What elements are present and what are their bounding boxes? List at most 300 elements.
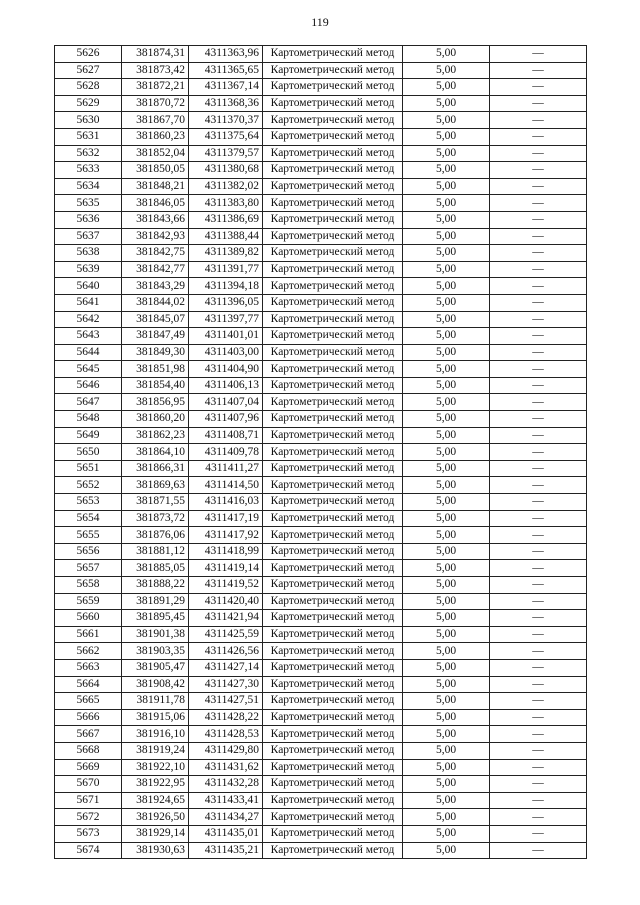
method-cell: Картометрический метод [263,527,403,544]
table-row [55,344,587,361]
x-coordinate-cell: 381870,72 [122,95,189,112]
method-cell: Картометрический метод [263,178,403,195]
accuracy-cell: 5,00 [403,394,490,411]
method-cell: Картометрический метод [263,792,403,809]
description-cell: — [490,46,587,63]
point-number-cell: 5632 [55,145,122,162]
description-cell: — [490,411,587,428]
description-cell: — [490,79,587,96]
y-coordinate-cell: 4311368,36 [189,95,263,112]
method-cell: Картометрический метод [263,577,403,594]
point-number-cell: 5659 [55,593,122,610]
x-coordinate-cell: 381842,77 [122,261,189,278]
y-coordinate-cell: 4311429,80 [189,742,263,759]
description-cell: — [490,328,587,345]
method-cell: Картометрический метод [263,510,403,527]
accuracy-cell: 5,00 [403,742,490,759]
x-coordinate-cell: 381908,42 [122,676,189,693]
y-coordinate-cell: 4311431,62 [189,759,263,776]
point-number-cell: 5667 [55,726,122,743]
x-coordinate-cell: 381847,49 [122,328,189,345]
description-cell: — [490,261,587,278]
y-coordinate-cell: 4311363,96 [189,46,263,63]
x-coordinate-cell: 381849,30 [122,344,189,361]
method-cell: Картометрический метод [263,162,403,179]
accuracy-cell: 5,00 [403,543,490,560]
point-number-cell: 5626 [55,46,122,63]
method-cell: Картометрический метод [263,145,403,162]
accuracy-cell: 5,00 [403,162,490,179]
y-coordinate-cell: 4311397,77 [189,311,263,328]
method-cell: Картометрический метод [263,427,403,444]
y-coordinate-cell: 4311419,14 [189,560,263,577]
method-cell: Картометрический метод [263,460,403,477]
point-number-cell: 5643 [55,328,122,345]
method-cell: Картометрический метод [263,228,403,245]
accuracy-cell: 5,00 [403,809,490,826]
table-row [55,294,587,311]
method-cell: Картометрический метод [263,377,403,394]
table-row [55,825,587,842]
point-number-cell: 5645 [55,361,122,378]
accuracy-cell: 5,00 [403,411,490,428]
description-cell: — [490,577,587,594]
table-row [55,95,587,112]
point-number-cell: 5638 [55,245,122,262]
point-number-cell: 5639 [55,261,122,278]
point-number-cell: 5670 [55,776,122,793]
x-coordinate-cell: 381871,55 [122,494,189,511]
accuracy-cell: 5,00 [403,792,490,809]
accuracy-cell: 5,00 [403,195,490,212]
description-cell: — [490,610,587,627]
table-row [55,427,587,444]
description-cell: — [490,693,587,710]
table-row [55,494,587,511]
accuracy-cell: 5,00 [403,245,490,262]
method-cell: Картометрический метод [263,676,403,693]
table-row [55,776,587,793]
accuracy-cell: 5,00 [403,709,490,726]
y-coordinate-cell: 4311432,28 [189,776,263,793]
description-cell: — [490,460,587,477]
table-row [55,543,587,560]
table-row [55,79,587,96]
y-coordinate-cell: 4311433,41 [189,792,263,809]
point-number-cell: 5669 [55,759,122,776]
table-row [55,328,587,345]
accuracy-cell: 5,00 [403,62,490,79]
description-cell: — [490,527,587,544]
x-coordinate-cell: 381926,50 [122,809,189,826]
x-coordinate-cell: 381919,24 [122,742,189,759]
method-cell: Картометрический метод [263,361,403,378]
x-coordinate-cell: 381876,06 [122,527,189,544]
x-coordinate-cell: 381852,04 [122,145,189,162]
x-coordinate-cell: 381844,02 [122,294,189,311]
x-coordinate-cell: 381924,65 [122,792,189,809]
description-cell: — [490,377,587,394]
table-row [55,128,587,145]
table-row [55,46,587,63]
accuracy-cell: 5,00 [403,659,490,676]
page-number: 119 [311,15,329,29]
table-row [55,211,587,228]
y-coordinate-cell: 4311425,59 [189,626,263,643]
y-coordinate-cell: 4311435,01 [189,825,263,842]
point-number-cell: 5642 [55,311,122,328]
accuracy-cell: 5,00 [403,626,490,643]
method-cell: Картометрический метод [263,776,403,793]
description-cell: — [490,477,587,494]
y-coordinate-cell: 4311408,71 [189,427,263,444]
x-coordinate-cell: 381845,07 [122,311,189,328]
y-coordinate-cell: 4311435,21 [189,842,263,859]
point-number-cell: 5657 [55,560,122,577]
description-cell: — [490,145,587,162]
description-cell: — [490,742,587,759]
method-cell: Картометрический метод [263,394,403,411]
method-cell: Картометрический метод [263,809,403,826]
description-cell: — [490,759,587,776]
method-cell: Картометрический метод [263,411,403,428]
method-cell: Картометрический метод [263,842,403,859]
description-cell: — [490,494,587,511]
point-number-cell: 5635 [55,195,122,212]
method-cell: Картометрический метод [263,278,403,295]
description-cell: — [490,162,587,179]
y-coordinate-cell: 4311380,68 [189,162,263,179]
method-cell: Картометрический метод [263,742,403,759]
accuracy-cell: 5,00 [403,178,490,195]
x-coordinate-cell: 381866,31 [122,460,189,477]
table-row [55,411,587,428]
x-coordinate-cell: 381872,21 [122,79,189,96]
method-cell: Картометрический метод [263,294,403,311]
point-number-cell: 5662 [55,643,122,660]
description-cell: — [490,361,587,378]
method-cell: Картометрический метод [263,245,403,262]
y-coordinate-cell: 4311386,69 [189,211,263,228]
description-cell: — [490,659,587,676]
description-cell: — [490,62,587,79]
accuracy-cell: 5,00 [403,228,490,245]
x-coordinate-cell: 381874,31 [122,46,189,63]
description-cell: — [490,128,587,145]
point-number-cell: 5627 [55,62,122,79]
table-row [55,178,587,195]
accuracy-cell: 5,00 [403,278,490,295]
y-coordinate-cell: 4311427,51 [189,693,263,710]
point-number-cell: 5653 [55,494,122,511]
point-number-cell: 5641 [55,294,122,311]
y-coordinate-cell: 4311407,96 [189,411,263,428]
method-cell: Картометрический метод [263,444,403,461]
x-coordinate-cell: 381850,05 [122,162,189,179]
description-cell: — [490,726,587,743]
point-number-cell: 5671 [55,792,122,809]
coordinates-table [54,45,587,859]
accuracy-cell: 5,00 [403,294,490,311]
accuracy-cell: 5,00 [403,759,490,776]
description-cell: — [490,643,587,660]
description-cell: — [490,394,587,411]
accuracy-cell: 5,00 [403,776,490,793]
y-coordinate-cell: 4311411,27 [189,460,263,477]
description-cell: — [490,211,587,228]
table-row [55,228,587,245]
description-cell: — [490,294,587,311]
point-number-cell: 5648 [55,411,122,428]
method-cell: Картометрический метод [263,543,403,560]
accuracy-cell: 5,00 [403,726,490,743]
point-number-cell: 5633 [55,162,122,179]
accuracy-cell: 5,00 [403,112,490,129]
point-number-cell: 5652 [55,477,122,494]
point-number-cell: 5664 [55,676,122,693]
x-coordinate-cell: 381843,66 [122,211,189,228]
point-number-cell: 5646 [55,377,122,394]
accuracy-cell: 5,00 [403,494,490,511]
y-coordinate-cell: 4311391,77 [189,261,263,278]
accuracy-cell: 5,00 [403,460,490,477]
accuracy-cell: 5,00 [403,676,490,693]
method-cell: Картометрический метод [263,261,403,278]
accuracy-cell: 5,00 [403,610,490,627]
method-cell: Картометрический метод [263,128,403,145]
x-coordinate-cell: 381901,38 [122,626,189,643]
description-cell: — [490,842,587,859]
y-coordinate-cell: 4311421,94 [189,610,263,627]
point-number-cell: 5634 [55,178,122,195]
accuracy-cell: 5,00 [403,344,490,361]
x-coordinate-cell: 381851,98 [122,361,189,378]
point-number-cell: 5661 [55,626,122,643]
x-coordinate-cell: 381911,78 [122,693,189,710]
point-number-cell: 5660 [55,610,122,627]
y-coordinate-cell: 4311416,03 [189,494,263,511]
accuracy-cell: 5,00 [403,560,490,577]
point-number-cell: 5637 [55,228,122,245]
method-cell: Картометрический метод [263,693,403,710]
point-number-cell: 5673 [55,825,122,842]
x-coordinate-cell: 381873,72 [122,510,189,527]
description-cell: — [490,444,587,461]
y-coordinate-cell: 4311428,22 [189,709,263,726]
accuracy-cell: 5,00 [403,46,490,63]
accuracy-cell: 5,00 [403,444,490,461]
x-coordinate-cell: 381864,10 [122,444,189,461]
method-cell: Картометрический метод [263,95,403,112]
point-number-cell: 5665 [55,693,122,710]
accuracy-cell: 5,00 [403,361,490,378]
description-cell: — [490,344,587,361]
y-coordinate-cell: 4311375,64 [189,128,263,145]
x-coordinate-cell: 381903,35 [122,643,189,660]
method-cell: Картометрический метод [263,211,403,228]
table-row [55,527,587,544]
method-cell: Картометрический метод [263,659,403,676]
description-cell: — [490,178,587,195]
y-coordinate-cell: 4311417,19 [189,510,263,527]
point-number-cell: 5647 [55,394,122,411]
point-number-cell: 5629 [55,95,122,112]
x-coordinate-cell: 381848,21 [122,178,189,195]
point-number-cell: 5630 [55,112,122,129]
x-coordinate-cell: 381846,05 [122,195,189,212]
method-cell: Картометрический метод [263,759,403,776]
x-coordinate-cell: 381895,45 [122,610,189,627]
accuracy-cell: 5,00 [403,328,490,345]
description-cell: — [490,311,587,328]
x-coordinate-cell: 381915,06 [122,709,189,726]
description-cell: — [490,278,587,295]
accuracy-cell: 5,00 [403,145,490,162]
table-row [55,377,587,394]
method-cell: Картометрический метод [263,593,403,610]
x-coordinate-cell: 381867,70 [122,112,189,129]
table-row [55,676,587,693]
point-number-cell: 5674 [55,842,122,859]
table-row [55,759,587,776]
y-coordinate-cell: 4311427,30 [189,676,263,693]
table-row [55,444,587,461]
method-cell: Картометрический метод [263,494,403,511]
accuracy-cell: 5,00 [403,477,490,494]
x-coordinate-cell: 381930,63 [122,842,189,859]
table-row [55,361,587,378]
x-coordinate-cell: 381860,23 [122,128,189,145]
method-cell: Картометрический метод [263,344,403,361]
table-row [55,145,587,162]
table-row [55,261,587,278]
x-coordinate-cell: 381873,42 [122,62,189,79]
point-number-cell: 5658 [55,577,122,594]
description-cell: — [490,676,587,693]
y-coordinate-cell: 4311389,82 [189,245,263,262]
x-coordinate-cell: 381843,29 [122,278,189,295]
point-number-cell: 5663 [55,659,122,676]
description-cell: — [490,95,587,112]
table-row [55,659,587,676]
point-number-cell: 5650 [55,444,122,461]
point-number-cell: 5636 [55,211,122,228]
y-coordinate-cell: 4311409,78 [189,444,263,461]
y-coordinate-cell: 4311428,53 [189,726,263,743]
point-number-cell: 5666 [55,709,122,726]
y-coordinate-cell: 4311382,02 [189,178,263,195]
y-coordinate-cell: 4311383,80 [189,195,263,212]
method-cell: Картометрический метод [263,709,403,726]
y-coordinate-cell: 4311367,14 [189,79,263,96]
description-cell: — [490,593,587,610]
x-coordinate-cell: 381916,10 [122,726,189,743]
table-row [55,460,587,477]
table-row [55,792,587,809]
table-row [55,245,587,262]
table-row [55,311,587,328]
y-coordinate-cell: 4311419,52 [189,577,263,594]
accuracy-cell: 5,00 [403,842,490,859]
description-cell: — [490,792,587,809]
point-number-cell: 5654 [55,510,122,527]
x-coordinate-cell: 381842,93 [122,228,189,245]
accuracy-cell: 5,00 [403,95,490,112]
table-row [55,278,587,295]
y-coordinate-cell: 4311406,13 [189,377,263,394]
method-cell: Картометрический метод [263,560,403,577]
table-row [55,112,587,129]
accuracy-cell: 5,00 [403,643,490,660]
y-coordinate-cell: 4311418,99 [189,543,263,560]
point-number-cell: 5651 [55,460,122,477]
method-cell: Картометрический метод [263,477,403,494]
y-coordinate-cell: 4311388,44 [189,228,263,245]
y-coordinate-cell: 4311370,37 [189,112,263,129]
x-coordinate-cell: 381885,05 [122,560,189,577]
method-cell: Картометрический метод [263,626,403,643]
table-row [55,560,587,577]
accuracy-cell: 5,00 [403,311,490,328]
x-coordinate-cell: 381929,14 [122,825,189,842]
description-cell: — [490,709,587,726]
accuracy-cell: 5,00 [403,261,490,278]
x-coordinate-cell: 381869,63 [122,477,189,494]
point-number-cell: 5649 [55,427,122,444]
accuracy-cell: 5,00 [403,79,490,96]
y-coordinate-cell: 4311426,56 [189,643,263,660]
description-cell: — [490,427,587,444]
description-cell: — [490,809,587,826]
x-coordinate-cell: 381860,20 [122,411,189,428]
table-row [55,394,587,411]
method-cell: Картометрический метод [263,112,403,129]
accuracy-cell: 5,00 [403,510,490,527]
method-cell: Картометрический метод [263,195,403,212]
accuracy-cell: 5,00 [403,128,490,145]
table-row [55,62,587,79]
accuracy-cell: 5,00 [403,577,490,594]
coordinates-table-body [55,46,587,859]
description-cell: — [490,510,587,527]
description-cell: — [490,228,587,245]
point-number-cell: 5640 [55,278,122,295]
point-number-cell: 5668 [55,742,122,759]
table-row [55,593,587,610]
y-coordinate-cell: 4311434,27 [189,809,263,826]
accuracy-cell: 5,00 [403,427,490,444]
x-coordinate-cell: 381922,95 [122,776,189,793]
table-row [55,195,587,212]
description-cell: — [490,825,587,842]
table-row [55,577,587,594]
point-number-cell: 5655 [55,527,122,544]
method-cell: Картометрический метод [263,610,403,627]
y-coordinate-cell: 4311401,01 [189,328,263,345]
x-coordinate-cell: 381881,12 [122,543,189,560]
y-coordinate-cell: 4311417,92 [189,527,263,544]
method-cell: Картометрический метод [263,726,403,743]
description-cell: — [490,626,587,643]
x-coordinate-cell: 381922,10 [122,759,189,776]
method-cell: Картометрический метод [263,311,403,328]
description-cell: — [490,543,587,560]
accuracy-cell: 5,00 [403,377,490,394]
method-cell: Картометрический метод [263,62,403,79]
method-cell: Картометрический метод [263,46,403,63]
x-coordinate-cell: 381891,29 [122,593,189,610]
table-row [55,162,587,179]
